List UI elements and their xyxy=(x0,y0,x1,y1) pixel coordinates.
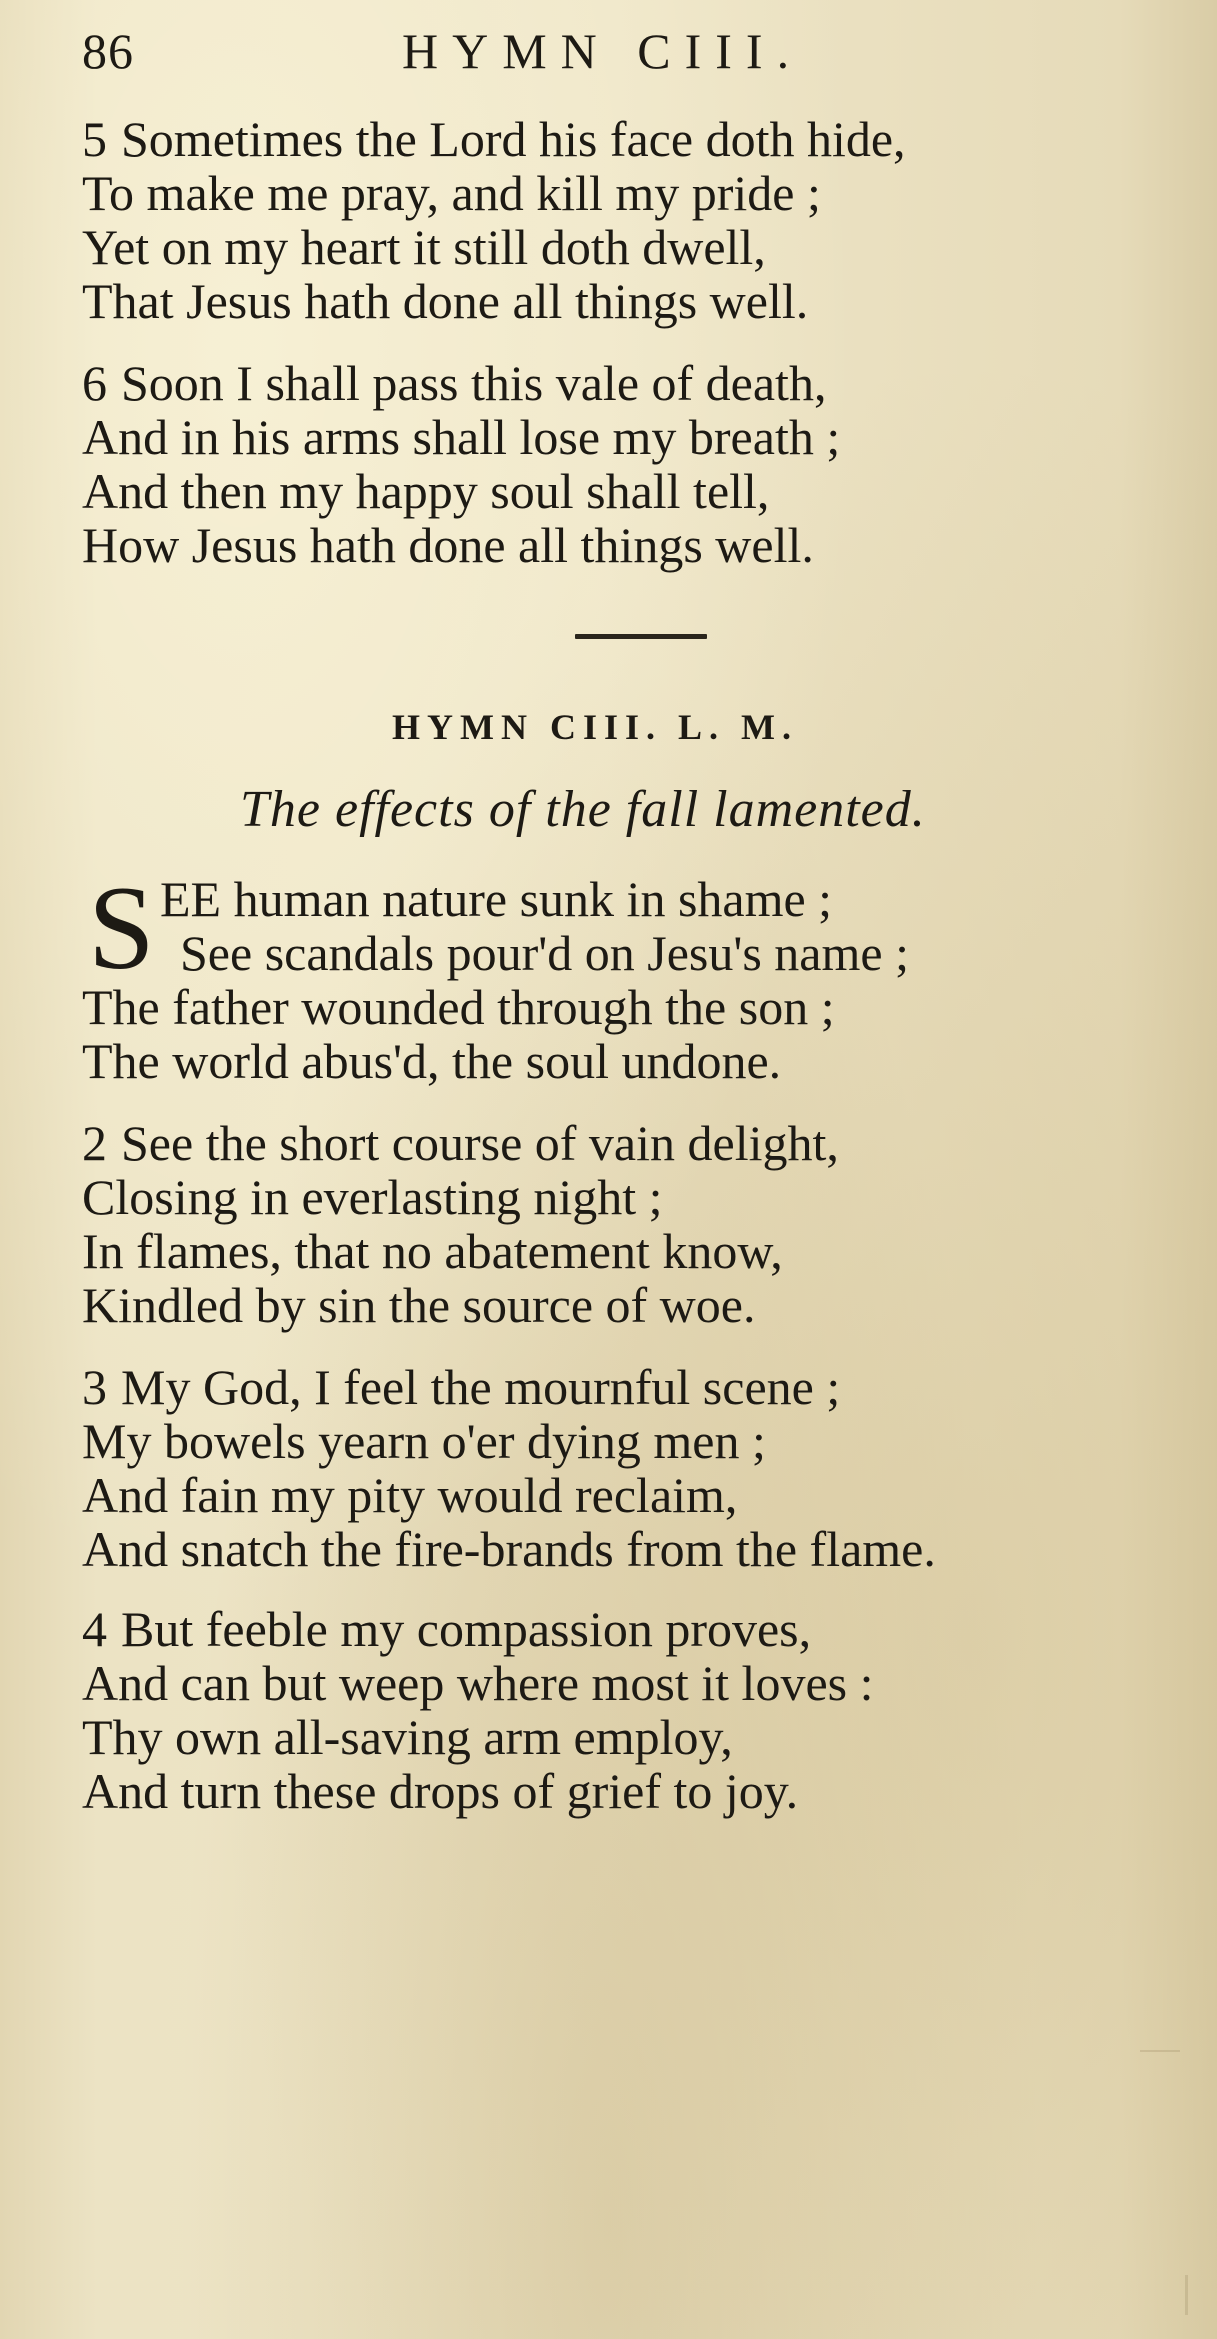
previous-hymn-verse-5 xyxy=(82,112,906,328)
verse-line: 5 Sometimes the Lord his face doth hide, xyxy=(82,111,906,167)
verse-line: And can but weep where most it loves : xyxy=(82,1655,874,1711)
verse-line: The world abus'd, the soul undone. xyxy=(82,1033,782,1089)
verse-line: And snatch the fire-brands from the flame. xyxy=(82,1521,936,1577)
verse-number: 5 xyxy=(82,111,107,167)
verse-line: And turn these drops of grief to joy. xyxy=(82,1763,799,1819)
verse-line: To make me pray, and kill my pride ; xyxy=(82,165,821,221)
verse-lines-full xyxy=(82,980,835,1088)
verse-number: 4 xyxy=(82,1601,107,1657)
verse-line: The father wounded through the son ; xyxy=(82,979,835,1035)
hymn-verse-3 xyxy=(82,1360,936,1576)
running-header xyxy=(82,22,803,80)
verse-line: 4 But feeble my compassion proves, xyxy=(82,1601,812,1657)
hymn-verse-4 xyxy=(82,1602,873,1818)
hymn-subtitle: The effects of the fall lamented. xyxy=(240,781,926,838)
verse-number: 3 xyxy=(82,1359,107,1415)
verse-line: That Jesus hath done all things well. xyxy=(82,273,809,329)
verse-line: See scandals pour'd on Jesu's name ; xyxy=(180,925,909,981)
section-divider xyxy=(575,634,707,639)
previous-hymn-verse-6 xyxy=(82,356,840,572)
page-number: 86 xyxy=(82,23,134,79)
verse-line: EE human nature sunk in shame ; xyxy=(160,871,833,927)
verse-line: Yet on my heart it still doth dwell, xyxy=(82,219,766,275)
verse-number: 2 xyxy=(82,1115,107,1171)
paper-blemish xyxy=(1140,2050,1180,2052)
verse-line: In flames, that no abatement know, xyxy=(82,1223,783,1279)
verse-line: My bowels yearn o'er dying men ; xyxy=(82,1413,766,1469)
verse-number: 6 xyxy=(82,355,107,411)
hymn-verse-2 xyxy=(82,1116,839,1332)
verse-line: 6 Soon I shall pass this vale of death, xyxy=(82,355,827,411)
verse-line: 3 My God, I feel the mournful scene ; xyxy=(82,1359,841,1415)
running-title: HYMN CIII. xyxy=(402,23,804,79)
paper-blemish xyxy=(1185,2275,1188,2315)
verse-line: And in his arms shall lose my breath ; xyxy=(82,409,841,465)
verse-line: And fain my pity would reclaim, xyxy=(82,1467,738,1523)
verse-line: And then my happy soul shall tell, xyxy=(82,463,770,519)
hymn-heading: HYMN CIII. L. M. xyxy=(392,707,798,747)
verse-line: Closing in everlasting night ; xyxy=(82,1169,663,1225)
verse-line: 2 See the short course of vain delight, xyxy=(82,1115,839,1171)
drop-cap: S xyxy=(88,861,155,994)
verse-line: How Jesus hath done all things well. xyxy=(82,517,814,573)
verse-line: Kindled by sin the source of woe. xyxy=(82,1277,756,1333)
verse-line: Thy own all-saving arm employ, xyxy=(82,1709,733,1765)
verse-lines-indented xyxy=(160,872,909,980)
